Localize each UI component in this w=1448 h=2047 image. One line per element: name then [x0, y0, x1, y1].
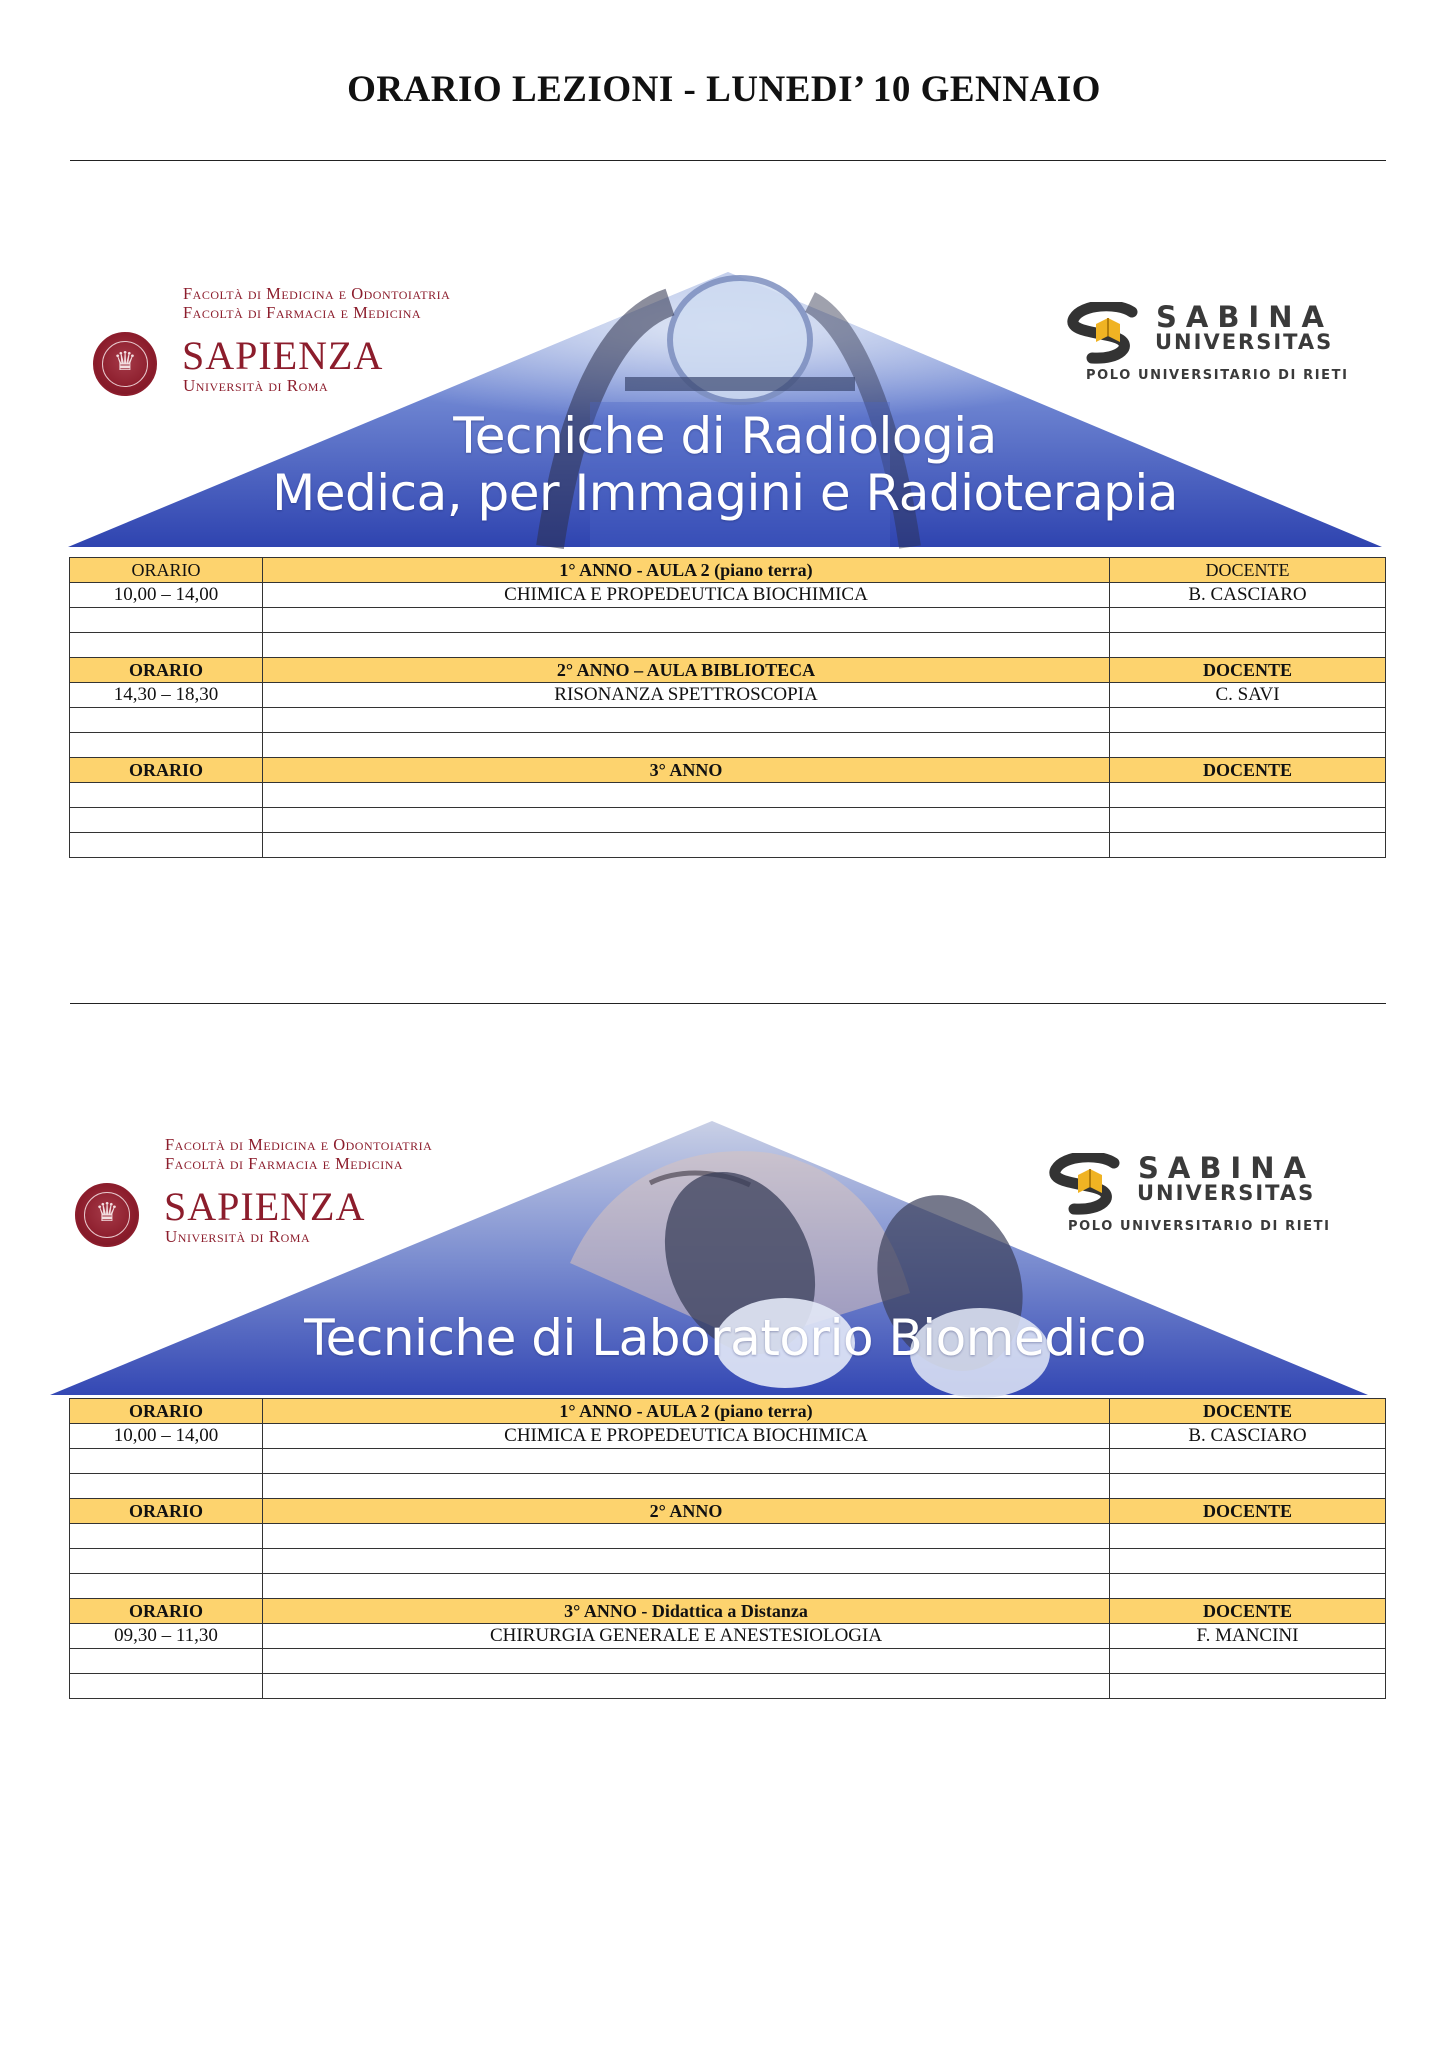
- cell-materia: [263, 1674, 1110, 1699]
- schedule-table-laboratorio: [69, 1398, 1386, 1699]
- sabina-polo: POLO UNIVERSITARIO DI RIETI: [1068, 1219, 1331, 1234]
- header-orario: ORARIO: [70, 558, 263, 583]
- page-title: ORARIO LEZIONI - LUNEDI’ 10 GENNAIO: [347, 69, 1101, 110]
- cell-orario: [70, 783, 263, 808]
- cell-orario: [70, 1474, 263, 1499]
- sapienza-seal-icon: [93, 332, 157, 396]
- header-anno: 2° ANNO: [263, 1499, 1110, 1524]
- header-docente: DOCENTE: [1110, 1399, 1386, 1424]
- cell-materia: [263, 1474, 1110, 1499]
- table-row: [70, 833, 1386, 858]
- cell-docente: [1110, 1549, 1386, 1574]
- sabina-logo-icon: [1062, 302, 1152, 364]
- cell-orario: [70, 708, 263, 733]
- header-anno: 3° ANNO: [263, 758, 1110, 783]
- table-row: [70, 733, 1386, 758]
- header-docente: DOCENTE: [1110, 758, 1386, 783]
- cell-orario: 14,30 – 18,30: [70, 683, 263, 708]
- sabina-logo-icon: [1044, 1153, 1134, 1215]
- table-row: [70, 1649, 1386, 1674]
- cell-docente: [1110, 1449, 1386, 1474]
- cell-docente: [1110, 633, 1386, 658]
- sabina-universitas: UNIVERSITAS: [1137, 1181, 1316, 1205]
- cell-orario: [70, 808, 263, 833]
- header-docente: DOCENTE: [1110, 1499, 1386, 1524]
- table-row: [70, 708, 1386, 733]
- cell-materia: [263, 808, 1110, 833]
- table-row: [70, 633, 1386, 658]
- table-row: [70, 1624, 1386, 1649]
- cell-docente: [1110, 1574, 1386, 1599]
- table-row: [70, 1524, 1386, 1549]
- cell-orario: 09,30 – 11,30: [70, 1624, 263, 1649]
- banner-radiologia: [50, 262, 1400, 552]
- faculty-line-2: Facoltà di Farmacia e Medicina: [165, 1154, 404, 1173]
- cell-materia: [263, 708, 1110, 733]
- table-header-row: [70, 558, 1386, 583]
- cell-materia: [263, 608, 1110, 633]
- sabina-name: SABINA: [1156, 300, 1333, 334]
- header-anno: 3° ANNO - Didattica a Distanza: [263, 1599, 1110, 1624]
- sapienza-subtitle: Università di Roma: [183, 376, 329, 395]
- cell-materia: [263, 1524, 1110, 1549]
- cell-docente: B. CASCIARO: [1110, 583, 1386, 608]
- cell-docente: [1110, 808, 1386, 833]
- cell-orario: [70, 608, 263, 633]
- table-row: [70, 783, 1386, 808]
- banner-laboratorio: [50, 1113, 1400, 1403]
- table-header-row: [70, 658, 1386, 683]
- cell-orario: [70, 1549, 263, 1574]
- cell-docente: [1110, 1674, 1386, 1699]
- course-title: Tecniche di Laboratorio Biomedico: [304, 1309, 1146, 1367]
- sabina-name: SABINA: [1138, 1151, 1315, 1185]
- table-row: [70, 1474, 1386, 1499]
- cell-docente: [1110, 733, 1386, 758]
- sapienza-seal-icon: [75, 1183, 139, 1247]
- cell-orario: [70, 1649, 263, 1674]
- cell-orario: [70, 733, 263, 758]
- header-docente: DOCENTE: [1110, 658, 1386, 683]
- table-row: [70, 1574, 1386, 1599]
- table-row: [70, 808, 1386, 833]
- cell-docente: [1110, 833, 1386, 858]
- table-header-row: [70, 1599, 1386, 1624]
- cell-materia: [263, 633, 1110, 658]
- cell-orario: [70, 1674, 263, 1699]
- course-title-line-1: Tecniche di Radiologia: [453, 407, 997, 465]
- table-row: [70, 1424, 1386, 1449]
- table-header-row: [70, 1499, 1386, 1524]
- cell-materia: [263, 733, 1110, 758]
- table-row: [70, 608, 1386, 633]
- header-orario: ORARIO: [70, 658, 263, 683]
- header-orario: ORARIO: [70, 1499, 263, 1524]
- header-orario: ORARIO: [70, 758, 263, 783]
- sabina-polo: POLO UNIVERSITARIO DI RIETI: [1086, 368, 1349, 383]
- cell-docente: B. CASCIARO: [1110, 1424, 1386, 1449]
- cell-docente: C. SAVI: [1110, 683, 1386, 708]
- header-anno: 1° ANNO - AULA 2 (piano terra): [263, 1399, 1110, 1424]
- cell-materia: [263, 1649, 1110, 1674]
- cell-orario: [70, 1449, 263, 1474]
- faculty-line-2: Facoltà di Farmacia e Medicina: [183, 303, 422, 322]
- table-row: [70, 1449, 1386, 1474]
- cell-orario: [70, 633, 263, 658]
- table-row: [70, 1549, 1386, 1574]
- divider-line: [70, 160, 1386, 161]
- cell-orario: [70, 833, 263, 858]
- cell-docente: [1110, 608, 1386, 633]
- table-row: [70, 683, 1386, 708]
- sabina-universitas: UNIVERSITAS: [1155, 330, 1334, 354]
- header-docente: DOCENTE: [1110, 1599, 1386, 1624]
- cell-orario: 10,00 – 14,00: [70, 583, 263, 608]
- cell-orario: [70, 1574, 263, 1599]
- cell-materia: CHIMICA E PROPEDEUTICA BIOCHIMICA: [263, 1424, 1110, 1449]
- cell-docente: [1110, 1524, 1386, 1549]
- schedule-table-radiologia: [69, 557, 1386, 858]
- cell-orario: 10,00 – 14,00: [70, 1424, 263, 1449]
- cell-orario: [70, 1524, 263, 1549]
- header-docente: DOCENTE: [1110, 558, 1386, 583]
- table-header-row: [70, 758, 1386, 783]
- cell-materia: [263, 1574, 1110, 1599]
- cell-materia: CHIMICA E PROPEDEUTICA BIOCHIMICA: [263, 583, 1110, 608]
- cell-materia: CHIRURGIA GENERALE E ANESTESIOLOGIA: [263, 1624, 1110, 1649]
- cell-docente: [1110, 1649, 1386, 1674]
- cell-docente: [1110, 783, 1386, 808]
- cell-materia: [263, 1549, 1110, 1574]
- sapienza-name: SAPIENZA: [164, 1184, 366, 1229]
- table-header-row: [70, 1399, 1386, 1424]
- cell-docente: [1110, 1474, 1386, 1499]
- header-orario: ORARIO: [70, 1399, 263, 1424]
- cell-docente: [1110, 708, 1386, 733]
- divider-line: [70, 1003, 1386, 1004]
- sapienza-name: SAPIENZA: [182, 333, 384, 378]
- cell-materia: [263, 833, 1110, 858]
- course-title-line-2: Medica, per Immagini e Radioterapia: [272, 464, 1178, 522]
- cell-materia: RISONANZA SPETTROSCOPIA: [263, 683, 1110, 708]
- header-orario: ORARIO: [70, 1599, 263, 1624]
- header-anno: 1° ANNO - AULA 2 (piano terra): [263, 558, 1110, 583]
- header-anno: 2° ANNO – AULA BIBLIOTECA: [263, 658, 1110, 683]
- cell-materia: [263, 1449, 1110, 1474]
- cell-materia: [263, 783, 1110, 808]
- sapienza-subtitle: Università di Roma: [165, 1227, 311, 1246]
- cell-docente: F. MANCINI: [1110, 1624, 1386, 1649]
- table-row: [70, 583, 1386, 608]
- table-row: [70, 1674, 1386, 1699]
- faculty-line-1: Facoltà di Medicina e Odontoiatria: [165, 1135, 433, 1154]
- faculty-line-1: Facoltà di Medicina e Odontoiatria: [183, 284, 451, 303]
